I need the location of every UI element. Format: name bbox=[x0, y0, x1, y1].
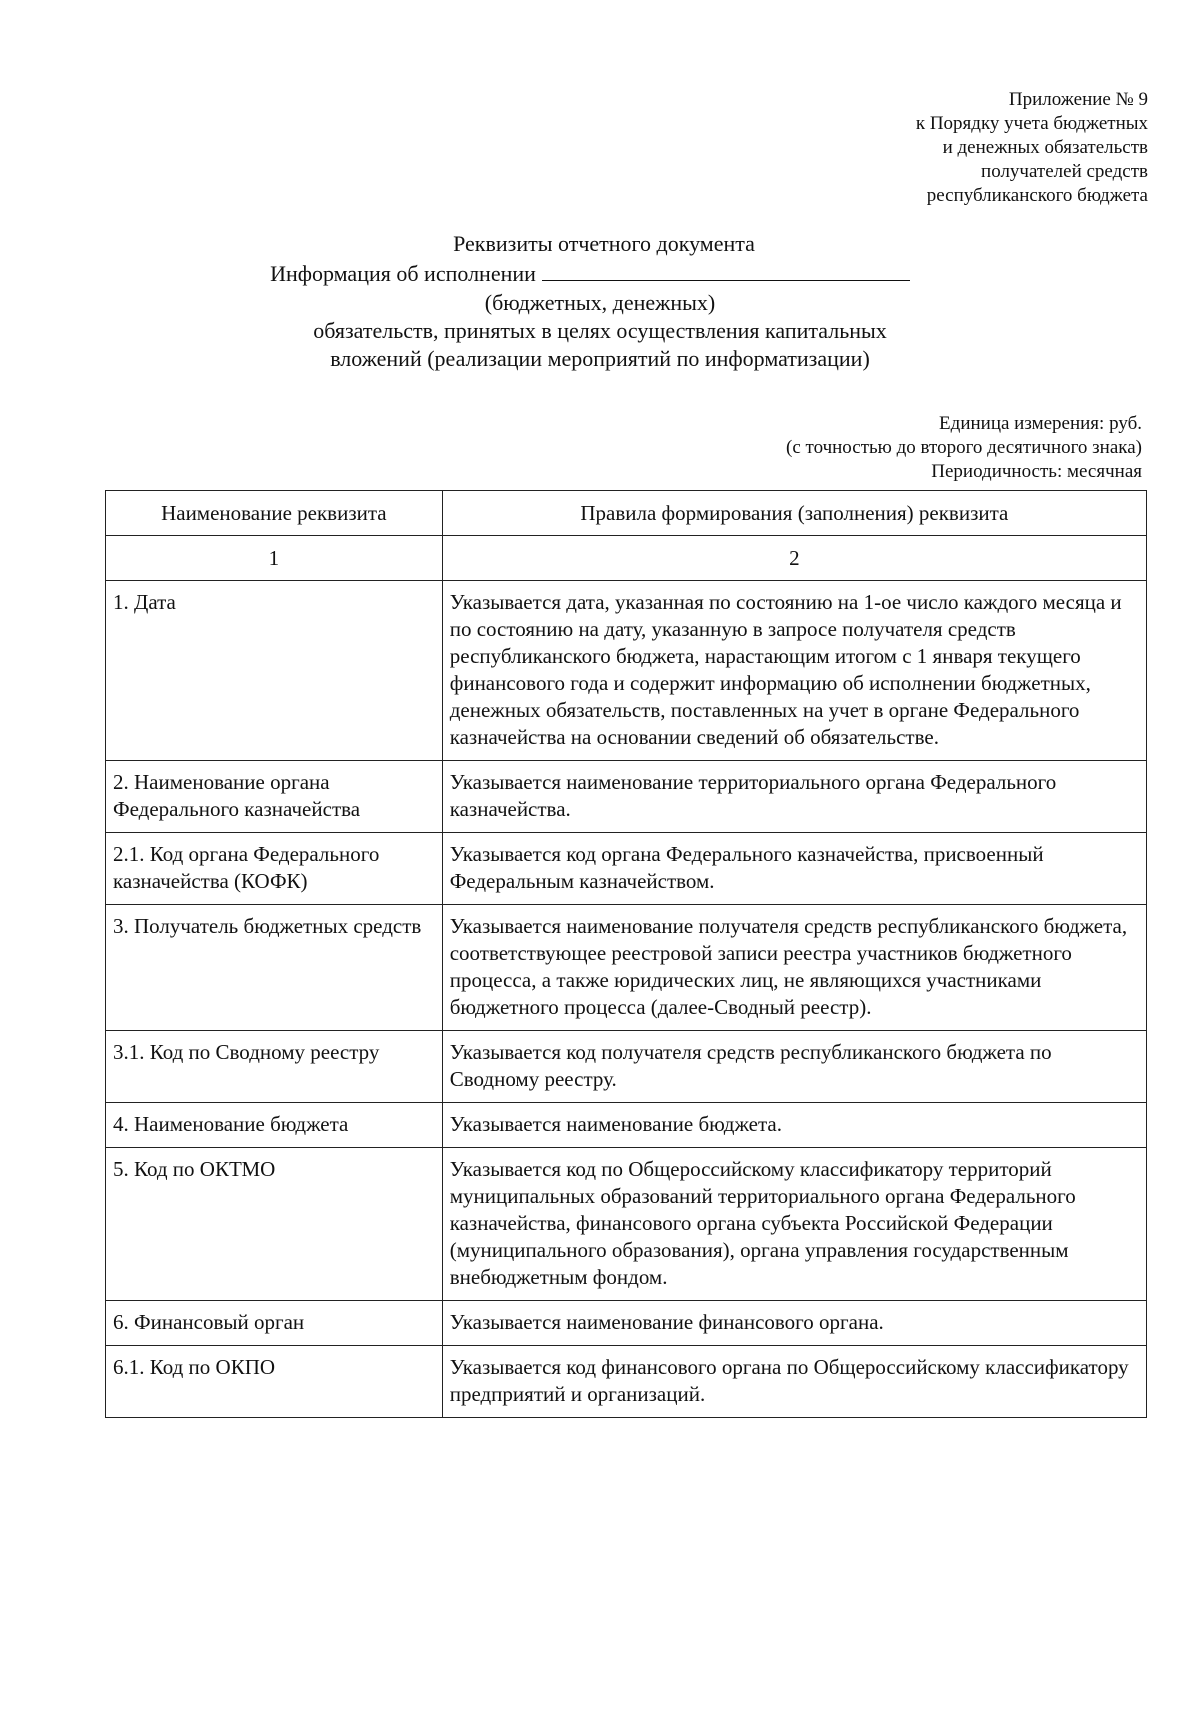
column-number: 1 bbox=[106, 536, 443, 581]
appendix-line: Приложение № 9 bbox=[1008, 89, 1148, 110]
requisite-rule: Указывается наименование территориального органа Федерального казначейства. bbox=[442, 761, 1146, 833]
precision-note: (с точностью до второго десятичного знака) bbox=[786, 437, 1142, 458]
requisite-name: 1. Дата bbox=[106, 581, 443, 761]
table-row bbox=[106, 1148, 1147, 1301]
requisite-name: 6. Финансовый орган bbox=[106, 1301, 443, 1346]
title-line-1: Реквизиты отчетного документа bbox=[453, 231, 755, 256]
requisite-name: 2.1. Код органа Федерального казначейства (КОФК) bbox=[106, 833, 443, 905]
table-row bbox=[106, 1031, 1147, 1103]
header-requisite-name: Наименование реквизита bbox=[106, 491, 443, 536]
requisite-rule: Указывается код получателя средств республиканского бюджета по Сводному реестру. bbox=[442, 1031, 1146, 1103]
table-row bbox=[106, 1301, 1147, 1346]
requisite-name: 3.1. Код по Сводному реестру bbox=[106, 1031, 443, 1103]
requisite-name: 2. Наименование органа Федерального казначейства bbox=[106, 761, 443, 833]
requisite-rule: Указывается наименование получателя средств республиканского бюджета, соответствующее реестровой записи реестра участников бюджетного процесса, а также юридических лиц, не являющихся участниками бюджетного процесса (далее-Сводный реестр). bbox=[442, 905, 1146, 1031]
appendix-line: получателей средств bbox=[981, 161, 1148, 182]
column-number-row bbox=[106, 536, 1147, 581]
periodicity: Периодичность: месячная bbox=[931, 461, 1142, 482]
requisite-rule: Указывается код финансового органа по Общероссийскому классификатору предприятий и организаций. bbox=[442, 1346, 1146, 1418]
header-filling-rules: Правила формирования (заполнения) реквизита bbox=[442, 491, 1146, 536]
table-row bbox=[106, 905, 1147, 1031]
requisite-name: 6.1. Код по ОКПО bbox=[106, 1346, 443, 1418]
requisite-name: 3. Получатель бюджетных средств bbox=[106, 905, 443, 1031]
requisite-rule: Указывается наименование бюджета. bbox=[442, 1103, 1146, 1148]
requisite-name: 4. Наименование бюджета bbox=[106, 1103, 443, 1148]
table-row bbox=[106, 761, 1147, 833]
requisite-rule: Указывается код органа Федерального казначейства, присвоенный Федеральным казначейством. bbox=[442, 833, 1146, 905]
table-row bbox=[106, 1346, 1147, 1418]
title-line-4: обязательств, принятых в целях осуществления капитальных bbox=[313, 318, 887, 343]
requisite-rule: Указывается наименование финансового органа. bbox=[442, 1301, 1146, 1346]
requisite-rule: Указывается дата, указанная по состоянию на 1-ое число каждого месяца и по состоянию на дату, указанную в запросе получателя средств республиканского бюджета, нарастающим итогом с 1 января текущего финансового года и содержит информацию об исполнении бюджетных, денежных обязательств, поставленных на учет в органе Федерального казначейства на основании сведений об обязательстве. bbox=[442, 581, 1146, 761]
table-header-row bbox=[106, 491, 1147, 536]
title-line-2 bbox=[0, 258, 1200, 288]
table-row bbox=[106, 581, 1147, 761]
document-title bbox=[0, 230, 1200, 373]
title-line-5: вложений (реализации мероприятий по информатизации) bbox=[330, 346, 870, 371]
title-line-3: (бюджетных, денежных) bbox=[484, 290, 716, 315]
table-row bbox=[106, 833, 1147, 905]
units-info bbox=[786, 412, 1142, 484]
appendix-line: к Порядку учета бюджетных bbox=[915, 113, 1148, 134]
appendix-line: и денежных обязательств bbox=[942, 137, 1148, 158]
column-number: 2 bbox=[442, 536, 1146, 581]
appendix-note bbox=[916, 88, 1148, 208]
requisites-table bbox=[105, 490, 1147, 1418]
requisite-rule: Указывается код по Общероссийскому классификатору территорий муниципальных образований территориального органа Федерального казначейства, финансового органа субъекта Российской Федерации (муниципального образования), органа управления государственным внебюджетным фондом. bbox=[442, 1148, 1146, 1301]
appendix-line: республиканского бюджета bbox=[926, 185, 1148, 206]
unit-of-measure: Единица измерения: руб. bbox=[939, 413, 1142, 434]
table-row bbox=[106, 1103, 1147, 1148]
title-line-2-text: Информация об исполнении bbox=[270, 261, 536, 286]
fill-in-blank bbox=[542, 258, 910, 281]
requisite-name: 5. Код по ОКТМО bbox=[106, 1148, 443, 1301]
